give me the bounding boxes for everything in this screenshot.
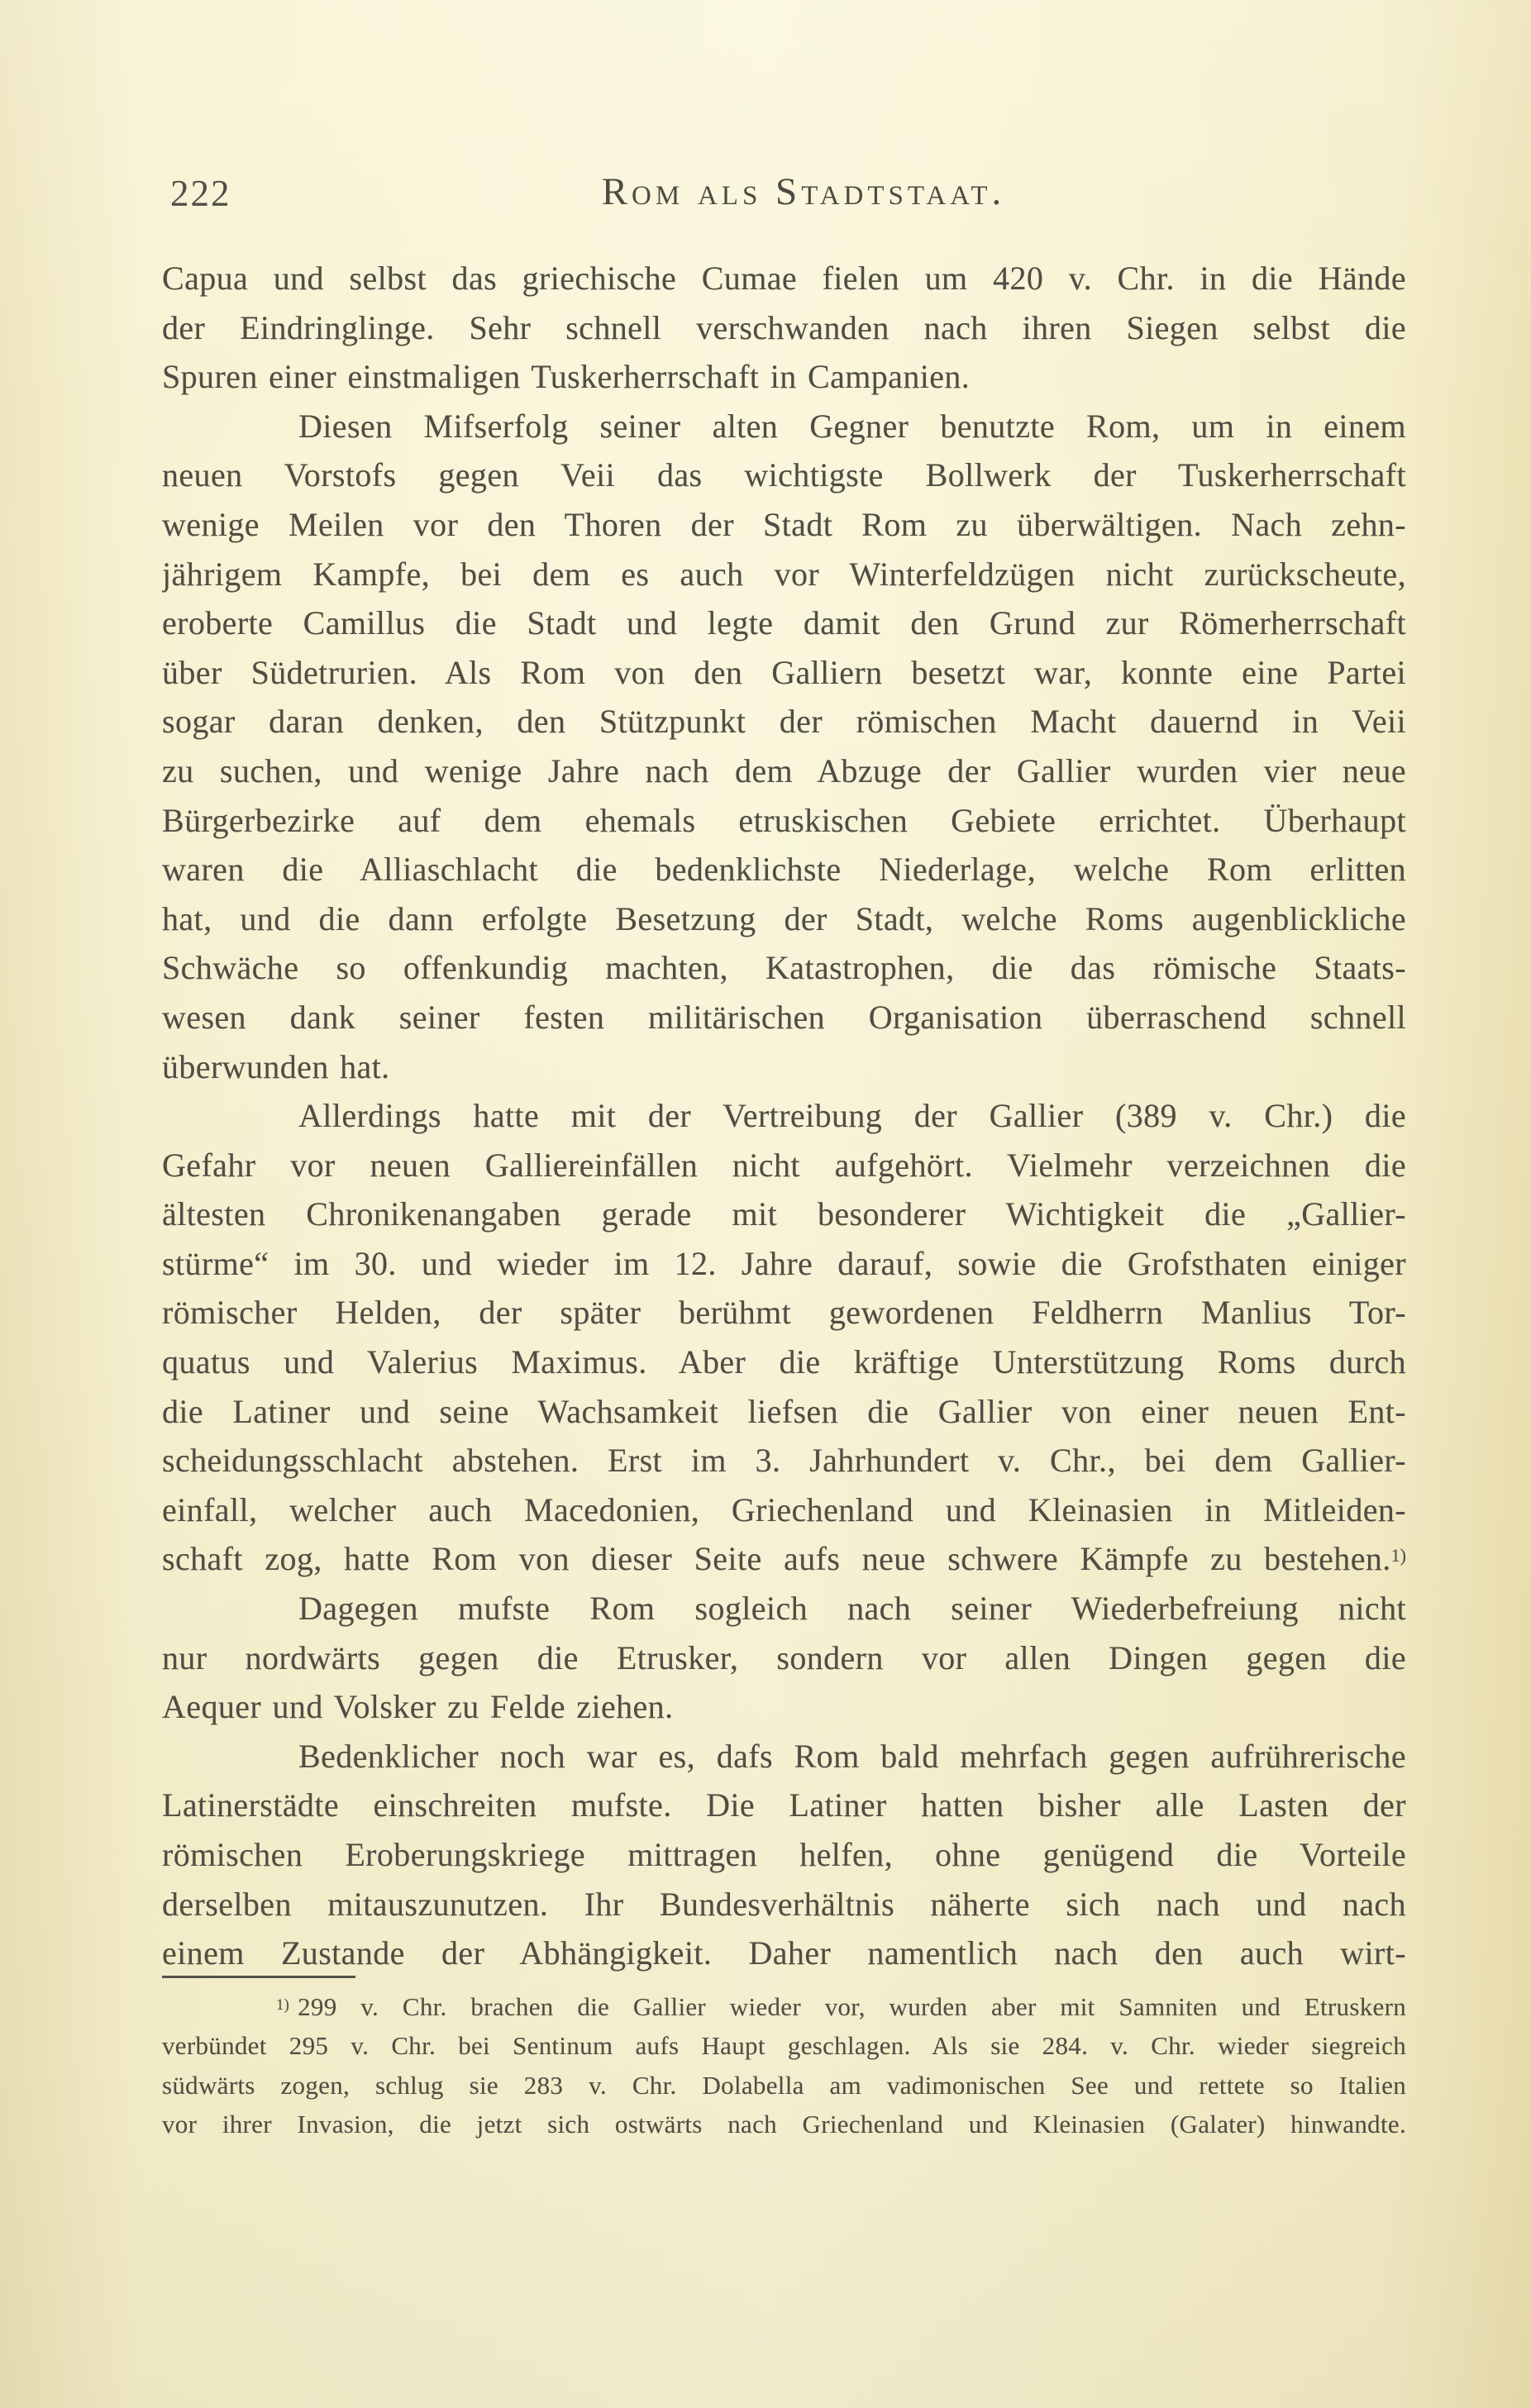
page-number: 222 <box>170 173 231 214</box>
paragraph <box>162 254 1406 402</box>
text-line: stürme“ im 30. und wieder im 12. Jahre darauf, sowie die Grofsthaten einiger <box>162 1244 1406 1282</box>
text-line: nur nordwärts gegen die Etrusker, sondern vor allen Dingen gegen die <box>162 1638 1406 1676</box>
text-line: Capua und selbst das griechische Cumae fielen um 420 v. Chr. in die Hände <box>162 260 1406 297</box>
footnote-text-fragment: 299 v. Chr. brachen die Gallier wieder vor, wurden aber mit Samniten und Etruskern <box>298 1992 1406 2021</box>
footnote-marker: 1) <box>276 1996 290 2014</box>
text-line: römischen Eroberungskriege mittragen helfen, ohne genügend die Vorteile <box>162 1836 1406 1873</box>
text-line: Aequer und Volsker zu Felde ziehen. <box>162 1688 674 1726</box>
footnote <box>162 1987 1406 2143</box>
running-title: Rom als Stadtstaat. <box>601 170 1006 213</box>
text-line: hat, und die dann erfolgte Besetzung der Stadt, welche Roms augenblickliche <box>162 899 1406 937</box>
text-line: Bedenklicher noch war es, dafs Rom bald mehrfach gegen aufrührerische <box>298 1737 1406 1775</box>
text-line: Allerdings hatte mit der Vertreibung der Gallier (389 v. Chr.) die <box>298 1097 1406 1135</box>
text-line: Spuren einer einstmaligen Tuskerherrschaft in Campanien. <box>162 358 971 396</box>
text-line: Latinerstädte einschreiten mufste. Die Latiner hatten bisher alle Lasten der <box>162 1786 1406 1824</box>
paragraph <box>162 1584 1406 1732</box>
text-line-fragment: schaft zog, hatte Rom von dieser Seite aufs neue schwere Kämpfe zu bestehen. <box>162 1540 1391 1578</box>
text-line: Diesen Mifserfolg seiner alten Gegner benutzte Rom, um in einem <box>298 407 1406 445</box>
text-line: die Latiner und seine Wachsamkeit liefsen die Gallier von einer neuen Ent- <box>162 1392 1406 1430</box>
footnote-reference: 1) <box>1390 1545 1406 1566</box>
text-line: jährigem Kampfe, bei dem es auch vor Winterfeldzügen nicht zurückscheute, <box>162 555 1406 593</box>
text-line: römischer Helden, der später berühmt gewordenen Feldherrn Manlius Tor- <box>162 1294 1406 1332</box>
text-line: einem Zustande der Abhängigkeit. Daher namentlich nach den auch wirt- <box>162 1934 1406 1972</box>
text-line: waren die Alliaschlacht die bedenklichste Niederlage, welche Rom erlitten <box>162 851 1406 889</box>
text-line: scheidungsschlacht abstehen. Erst im 3. Jahrhundert v. Chr., bei dem Gallier- <box>162 1442 1406 1480</box>
text-line: wesen dank seiner festen militärischen Organisation überraschend schnell <box>162 998 1406 1036</box>
footnote-line: verbündet 295 v. Chr. bei Sentinum aufs Haupt geschlagen. Als sie 284. v. Chr. wieder siegreich <box>162 2031 1406 2061</box>
text-line: der Eindringlinge. Sehr schnell verschwanden nach ihren Siegen selbst die <box>162 308 1406 346</box>
text-line <box>162 1534 1406 1584</box>
text-line: über Südetrurien. Als Rom von den Galliern besetzt war, konnte eine Partei <box>162 653 1406 691</box>
text-line: neuen Vorstofs gegen Veii das wichtigste Bollwerk der Tuskerherrschaft <box>162 456 1406 494</box>
text-line: überwunden hat. <box>162 1047 390 1085</box>
text-line: quatus und Valerius Maximus. Aber die kräftige Unterstützung Roms durch <box>162 1343 1406 1381</box>
paragraph <box>162 1732 1406 1978</box>
text-line: eroberte Camillus die Stadt und legte damit den Grund zur Römerherrschaft <box>162 604 1406 642</box>
text-line: Dagegen mufste Rom sogleich nach seiner Wiederbefreiung nicht <box>298 1590 1406 1628</box>
text-line: zu suchen, und wenige Jahre nach dem Abzuge der Gallier wurden vier neue <box>162 751 1406 789</box>
text-line: Gefahr vor neuen Galliereinfällen nicht aufgehört. Vielmehr verzeichnen die <box>162 1146 1406 1184</box>
text-line: wenige Meilen vor den Thoren der Stadt Rom zu überwältigen. Nach zehn- <box>162 505 1406 543</box>
text-line: sogar daran denken, den Stützpunkt der römischen Macht dauernd in Veii <box>162 703 1406 741</box>
paragraph <box>162 402 1406 1091</box>
text-line: ältesten Chronikenangaben gerade mit besonderer Wichtigkeit die „Gallier- <box>162 1195 1406 1233</box>
text-line: Bürgerbezirke auf dem ehemals etruskischen Gebiete errichtet. Überhaupt <box>162 801 1406 839</box>
footnote-separator <box>162 1976 355 1978</box>
paragraph <box>162 1091 1406 1584</box>
footnote-line: vor ihrer Invasion, die jetzt sich ostwärts nach Griechenland und Kleinasien (Galater) hinwandte. <box>162 2109 1406 2139</box>
text-line: derselben mitauszunutzen. Ihr Bundesverhältnis näherte sich nach und nach <box>162 1885 1406 1923</box>
body-text <box>162 254 1406 1978</box>
text-line: einfall, welcher auch Macedonien, Griechenland und Kleinasien in Mitleiden- <box>162 1490 1406 1528</box>
text-line: Schwäche so offenkundig machten, Katastrophen, die das römische Staats- <box>162 949 1406 987</box>
footnote-line <box>162 1987 1406 2026</box>
footnote-line: südwärts zogen, schlug sie 283 v. Chr. Dolabella am vadimonischen See und rettete so Italien <box>162 2070 1406 2100</box>
